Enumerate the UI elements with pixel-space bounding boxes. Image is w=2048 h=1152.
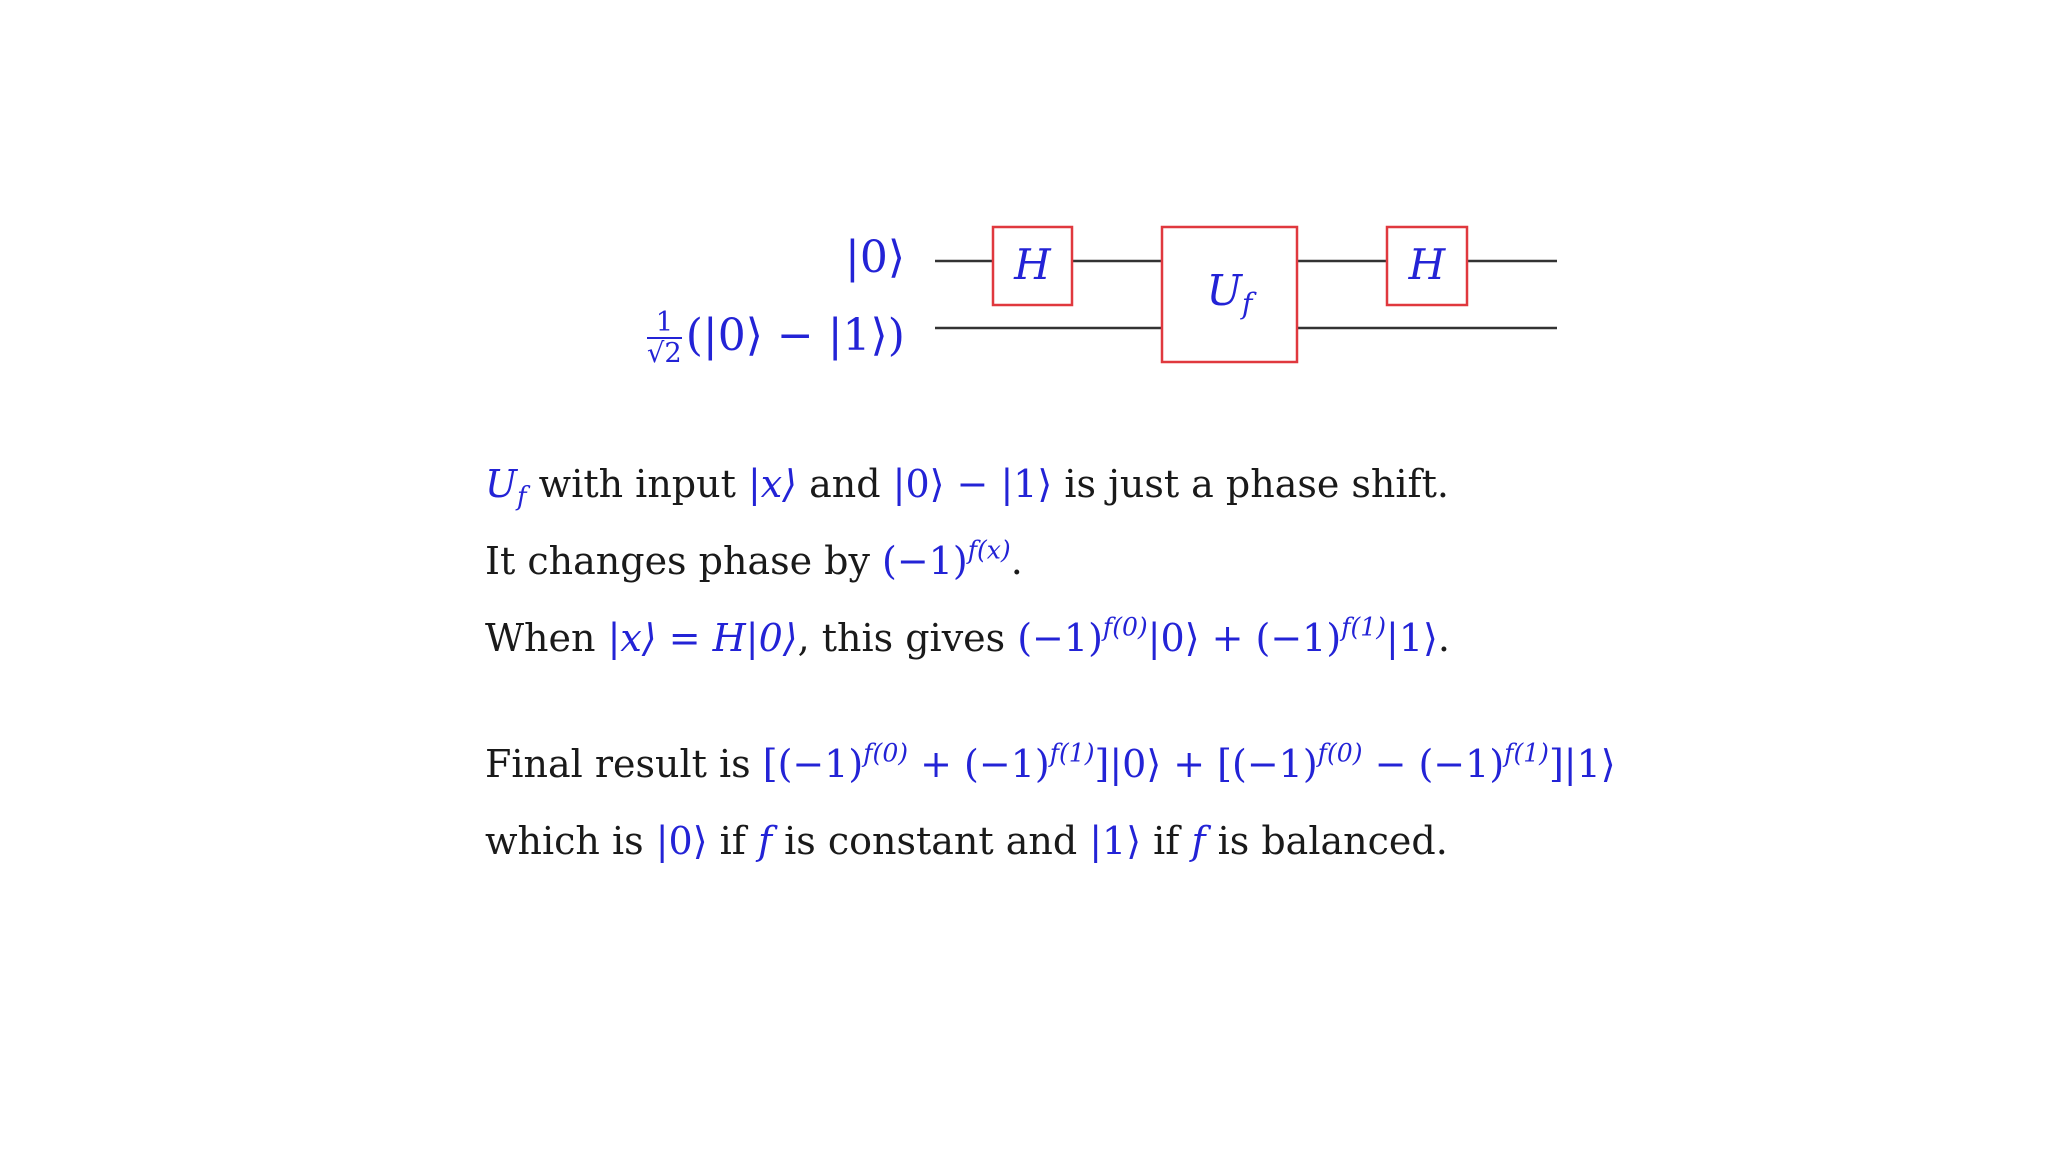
plain-text: and [797,462,893,506]
plain-text: if [1141,819,1192,863]
text-line-4 [485,738,1616,786]
plain-text: is balanced. [1205,819,1448,863]
plain-text: with input [526,462,748,506]
math-expression: (−1) [1017,616,1103,660]
plain-text: When [485,616,608,660]
math-superscript: f(0) [1102,612,1148,642]
math-expression: + (−1) [908,742,1050,786]
math-expression: (−1) [882,539,968,583]
hadamard-gate-2-label: H [1408,240,1446,289]
math-subscript: f [517,481,527,512]
math-expression: − (−1) [1362,742,1505,786]
plain-text: Final result is [485,742,763,786]
coefficient-fraction [647,308,682,369]
math-superscript: f(1) [1049,738,1095,768]
math-expression: ]|1⟩ [1548,742,1616,786]
plain-text: . [1010,539,1023,583]
math-superscript: f(x) [967,535,1011,565]
math-expression: |0⟩ + (−1) [1147,616,1342,660]
math-expression: |0⟩ − |1⟩ [892,462,1053,506]
oracle-gate-u: U [1206,266,1242,315]
input-bottom-label [647,308,905,369]
math-expression: |0⟩ [655,819,708,863]
text-line-3 [485,612,1450,660]
bottom-state: (|0⟩ − |1⟩) [685,309,905,361]
math-superscript: f(1) [1341,612,1387,642]
math-expression: |1⟩ [1089,819,1142,863]
hadamard-gate-1-label: H [1014,240,1051,289]
plain-text: . [1437,616,1450,660]
coefficient-numerator: 1 [647,308,682,339]
plain-text: It changes phase by [485,539,883,583]
input-top-label: |0⟩ [845,232,905,283]
text-line-2 [485,535,1023,583]
plain-text: which is [485,819,656,863]
plain-text: if [707,819,758,863]
math-expression: f [757,819,773,863]
plain-text: , this gives [797,616,1018,660]
math-expression: ]|0⟩ + [(−1) [1094,742,1318,786]
coefficient-denominator: √2 [647,338,682,370]
oracle-gate-label [1162,266,1297,321]
text-line-5 [485,819,1448,863]
math-expression: U [485,462,518,506]
math-expression: f [1191,819,1206,863]
math-superscript: f(0) [863,738,909,768]
plain-text: is constant and [772,819,1090,863]
plain-text: is just a phase shift. [1052,462,1449,506]
text-line-1 [485,462,1449,512]
math-superscript: f(1) [1504,738,1549,768]
math-expression: |x⟩ = H|0⟩ [607,616,798,660]
math-expression: [(−1) [762,742,864,786]
math-expression: |x⟩ [747,462,798,506]
math-expression: |1⟩ [1386,616,1438,660]
math-superscript: f(0) [1317,738,1363,768]
oracle-gate-sub: f [1241,286,1253,321]
